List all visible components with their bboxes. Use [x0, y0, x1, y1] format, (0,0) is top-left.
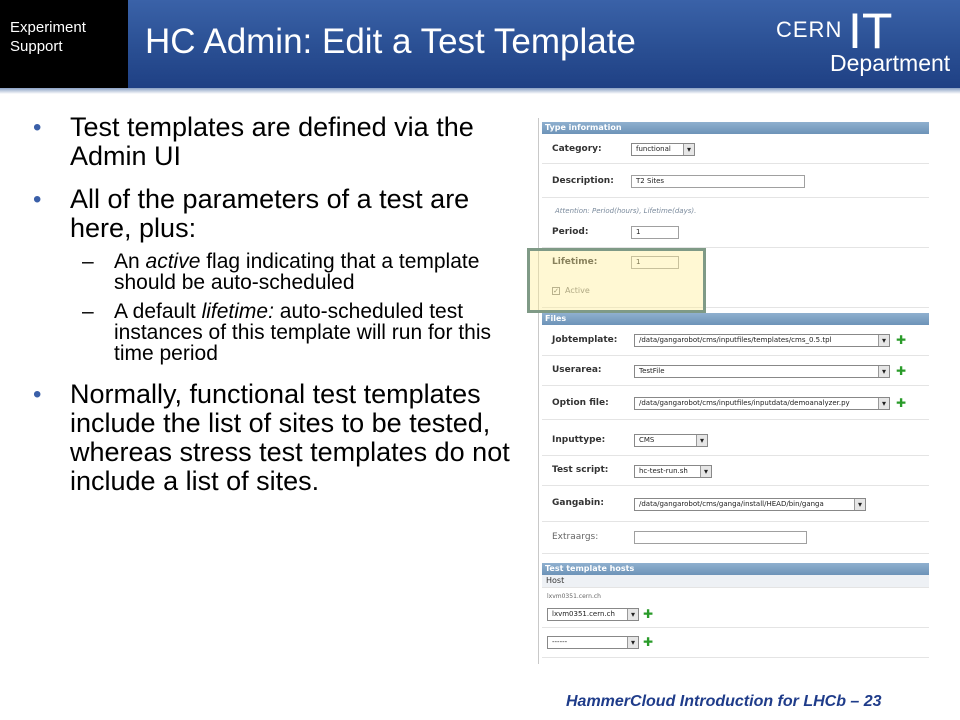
extraargs-row: [542, 522, 929, 554]
sub-bullet-lifetime-em: lifetime:: [201, 300, 274, 323]
period-row: [542, 218, 929, 248]
period-input[interactable]: 1: [631, 226, 679, 239]
bullet-list: [30, 113, 510, 510]
sub-bullet-active-post: flag indicating that a template should be auto-scheduled: [114, 250, 480, 294]
jobtemplate-label: Jobtemplate:: [552, 335, 618, 345]
admin-form-screenshot: [538, 118, 928, 664]
test-template-hosts-header: Test template hosts: [542, 563, 929, 575]
jobtemplate-row: [542, 326, 929, 356]
host-empty-row: [542, 628, 929, 658]
bullet-text: Normally, functional test templates include the list of sites to be tested, whereas stress test templates do not include a list of sites.: [70, 379, 510, 496]
type-information-header: Type information: [542, 122, 929, 134]
description-input[interactable]: T2 Sites: [631, 175, 805, 188]
bullet-item: [30, 185, 510, 243]
optionfile-select[interactable]: /data/gangarobot/cms/inputfiles/inputdata/demoanalyzer.py ▾: [634, 397, 890, 410]
bullet-dot-icon: •: [33, 186, 42, 213]
add-userarea-icon[interactable]: ✚: [896, 364, 907, 378]
add-jobtemplate-icon[interactable]: ✚: [896, 333, 907, 347]
userarea-select[interactable]: TestFile ▾: [634, 365, 890, 378]
bullet-item: [30, 113, 510, 171]
optionfile-row: [542, 386, 929, 420]
testscript-row: [542, 456, 929, 486]
header-divider: [0, 88, 960, 94]
slide-footer: HammerCloud Introduction for LHCb – 23: [566, 693, 882, 710]
jobtemplate-select[interactable]: /data/gangarobot/cms/inputfiles/templates/cms_0.5.tpl ▾: [634, 334, 890, 347]
gangabin-select[interactable]: /data/gangarobot/cms/ganga/install/HEAD/bin/ganga ▾: [634, 498, 866, 511]
period-label: Period:: [552, 227, 589, 237]
active-label: Active: [565, 286, 590, 295]
testscript-select[interactable]: hc-test-run.sh ▾: [634, 465, 712, 478]
bullet-text: Test templates are defined via the Admin UI: [70, 112, 474, 171]
attention-note: Attention: Period(hours), Lifetime(days).: [555, 207, 697, 215]
sub-bullet-lifetime-pre: A default: [114, 300, 202, 323]
extraargs-input[interactable]: [634, 531, 807, 544]
inputtype-select[interactable]: CMS ▾: [634, 434, 708, 447]
inputtype-label: Inputtype:: [552, 435, 606, 445]
testscript-label: Test script:: [552, 465, 609, 475]
host-select[interactable]: lxvm0351.cern.ch ▾: [547, 608, 639, 621]
host-row: [542, 588, 929, 628]
bullet-dot-icon: •: [33, 381, 42, 408]
sub-bullet-dash: –: [82, 250, 94, 273]
gangabin-label: Gangabin:: [552, 498, 604, 508]
bullet-dot-icon: •: [33, 114, 42, 141]
category-label: Category:: [552, 144, 602, 154]
host-name-text: lxvm0351.cern.ch: [547, 593, 601, 600]
badge-line-2: Support: [10, 38, 63, 55]
logo-it-text: IT: [848, 3, 893, 59]
lifetime-label: Lifetime:: [552, 257, 598, 267]
sub-bullet-item: [30, 301, 510, 364]
gangabin-row: [542, 486, 929, 522]
files-header: Files: [542, 313, 929, 325]
logo-department-text: Department: [830, 50, 951, 76]
category-row: [542, 136, 929, 164]
sub-bullet-lifetime-post: auto-scheduled test instances of this template will run for this time period: [114, 300, 491, 365]
optionfile-label: Option file:: [552, 398, 609, 408]
add-host-icon[interactable]: ✚: [643, 607, 654, 621]
logo-cern-text: CERN: [776, 17, 843, 42]
extraargs-label: Extraargs:: [552, 532, 599, 542]
userarea-row: [542, 356, 929, 386]
bullet-item: [30, 380, 510, 496]
host-empty-select[interactable]: ------ ▾: [547, 636, 639, 649]
inputtype-row: [542, 426, 929, 456]
host-column-header: [542, 575, 929, 588]
sub-bullet-active-em: active: [145, 250, 201, 273]
sub-bullet-dash: –: [82, 300, 94, 323]
page-title: HC Admin: Edit a Test Template: [145, 22, 636, 61]
badge-line-1: Experiment: [10, 19, 86, 36]
cern-it-logo: [770, 3, 955, 82]
sub-bullet-active-pre: An: [114, 250, 146, 273]
sub-bullet-list: [30, 251, 510, 364]
sub-bullet-item: [30, 251, 510, 293]
category-select[interactable]: functional ▾: [631, 143, 695, 156]
lifetime-input[interactable]: 1: [631, 256, 679, 269]
description-row: [542, 164, 929, 198]
description-label: Description:: [552, 176, 614, 186]
bullet-text: All of the parameters of a test are here, plus:: [70, 184, 470, 243]
experiment-support-badge: [0, 0, 128, 88]
active-checkbox[interactable]: ✓: [553, 287, 559, 295]
attention-row: [542, 200, 929, 218]
lifetime-highlight-box: [527, 248, 706, 313]
add-optionfile-icon[interactable]: ✚: [896, 396, 907, 410]
host-column-label: Host: [546, 576, 565, 585]
userarea-label: Userarea:: [552, 365, 602, 375]
add-host-empty-icon[interactable]: ✚: [643, 635, 654, 649]
